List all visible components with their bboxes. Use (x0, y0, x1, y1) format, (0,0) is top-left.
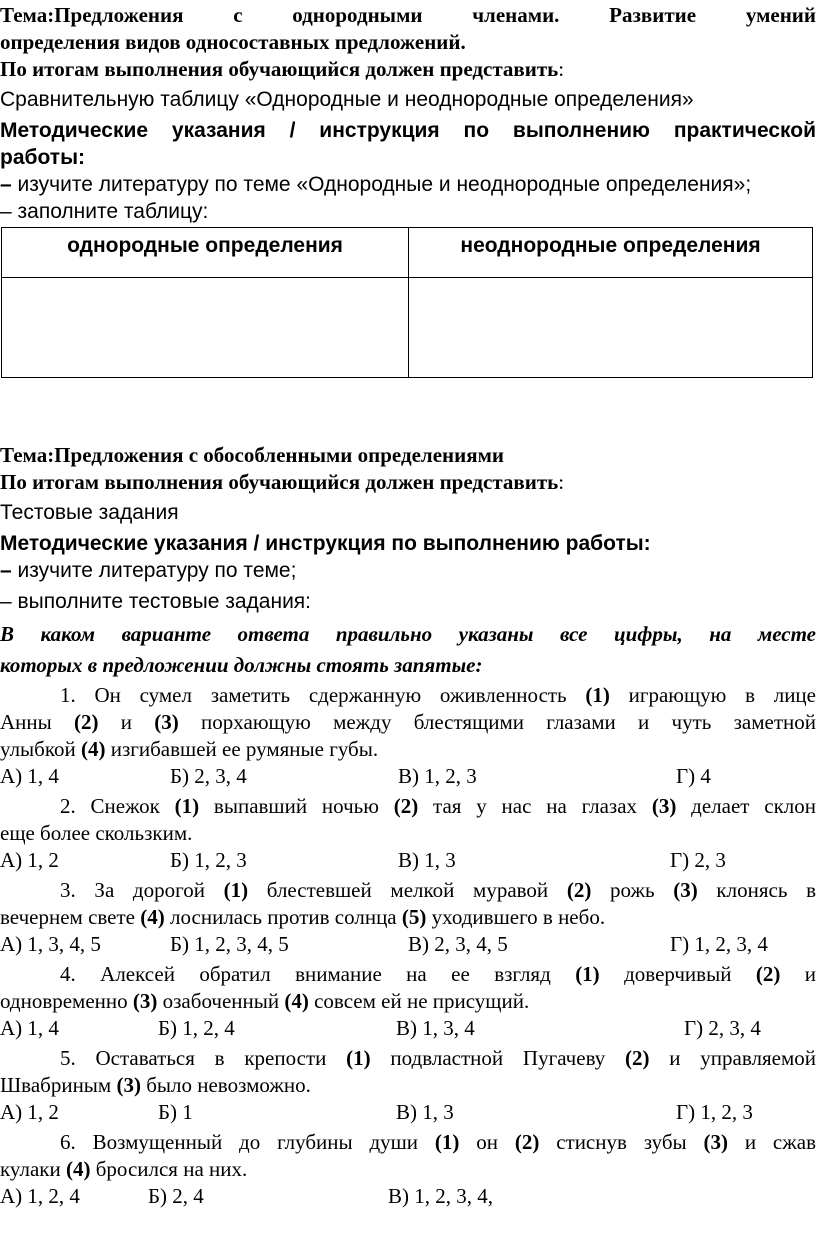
answer-options (0, 847, 816, 874)
section-2-present-value: Тестовые задания (0, 501, 179, 524)
comma-slot-number: (2) (755, 962, 781, 986)
comma-slot-number: (3) (651, 794, 677, 818)
section-1-method-line-1: Методические указания / инструкция по выполнению практической (0, 119, 816, 142)
item-text: выпавший ночью (199, 794, 394, 818)
item-text-line (0, 1072, 816, 1099)
item-text: доверчивый (599, 962, 756, 986)
question-line-1: В каком варианте ответа правильно указаны все цифры, на месте (0, 622, 816, 646)
comma-slot-number: (2) (514, 1130, 540, 1154)
answer-options (0, 763, 816, 790)
item-text: и сжав (727, 1130, 816, 1154)
comma-slot-number: (2) (625, 1046, 650, 1070)
item-text: и (780, 962, 816, 986)
item-text: 1. Он сумел заметить сдержанную оживленность (60, 683, 586, 707)
step-text: заполните таблицу: (11, 200, 209, 223)
answer-option[interactable]: А) 1, 2 (0, 848, 59, 872)
present-colon: : (558, 57, 565, 81)
item-text: и (98, 710, 155, 734)
item-text: лоснилась против солнца (164, 905, 402, 929)
present-label: По итогам выполнения обучающийся должен представить (0, 57, 559, 81)
present-label: По итогам выполнения обучающийся должен представить (0, 470, 559, 494)
question-line-2: которых в предложении должны стоять запятые: (0, 653, 483, 677)
comma-slot-number: (2) (393, 794, 419, 818)
answer-option[interactable]: В) 1, 3 (398, 848, 456, 872)
answer-option[interactable]: Б) 1, 2, 3 (170, 848, 247, 872)
comma-slot-number: (3) (154, 710, 179, 734)
item-text: было невозможно. (140, 1073, 311, 1097)
step-dash: – (0, 559, 12, 582)
answer-option[interactable]: А) 1, 4 (0, 1016, 59, 1040)
item-text-line (0, 904, 816, 931)
section-1-method-line-2: работы: (0, 146, 85, 169)
answer-option[interactable]: Б) 2, 4 (148, 1184, 204, 1208)
section-1-step-1 (0, 171, 816, 198)
item-text: тая у нас на глазах (418, 794, 652, 818)
answer-options (0, 1099, 816, 1126)
step-text: выполните тестовые задания: (11, 590, 311, 613)
section-1-present-row (0, 56, 816, 83)
item-text: подвластной Пугачеву (370, 1046, 626, 1070)
answer-option[interactable]: Б) 2, 3, 4 (170, 764, 247, 788)
item-text: еще более скользким. (0, 821, 193, 845)
item-text: бросился на них. (90, 1157, 248, 1181)
test-item-4 (0, 961, 816, 1042)
answer-option[interactable]: А) 1, 3, 4, 5 (0, 932, 101, 956)
comma-slot-number: (2) (74, 710, 99, 734)
answer-option[interactable]: В) 1, 3 (396, 1100, 454, 1124)
item-text: стиснув зубы (539, 1130, 704, 1154)
item-text: он (459, 1130, 515, 1154)
item-text: одновременно (0, 989, 133, 1013)
answer-option[interactable]: А) 1, 4 (0, 764, 59, 788)
answer-option[interactable]: В) 1, 2, 3 (398, 764, 477, 788)
section-2-present-row (0, 469, 816, 496)
item-text: улыбкой (0, 737, 81, 761)
section-2 (0, 442, 816, 1210)
present-colon: : (558, 470, 565, 494)
test-item-5 (0, 1045, 816, 1126)
answer-option[interactable]: Г) 1, 2, 3 (676, 1100, 753, 1124)
section-1 (0, 2, 816, 378)
comma-slot-number: (4) (65, 1157, 91, 1181)
item-text: играющую в лице (609, 683, 816, 707)
item-text: рожь (591, 878, 674, 902)
item-text-line (0, 1129, 816, 1156)
comma-slot-number: (3) (132, 989, 158, 1013)
answer-option[interactable]: Г) 2, 3 (670, 848, 726, 872)
test-item-2 (0, 793, 816, 874)
item-text: Швабриным (0, 1073, 117, 1097)
answer-options (0, 1015, 816, 1042)
comma-slot-number: (2) (566, 878, 592, 902)
answer-option[interactable]: Б) 1, 2, 3, 4, 5 (170, 932, 289, 956)
item-text: изгибавшей ее румяные губы. (105, 737, 379, 761)
comma-slot-number: (1) (346, 1046, 371, 1070)
section-gap (0, 378, 816, 442)
answer-options (0, 1183, 816, 1210)
comma-slot-number: (5) (401, 905, 427, 929)
comma-slot-number: (1) (585, 683, 610, 707)
table-header-homogeneous: однородные определения (2, 228, 409, 278)
item-text: блестевшей мелкой муравой (248, 878, 567, 902)
answer-option[interactable]: В) 1, 3, 4 (396, 1016, 475, 1040)
item-text: вечернем свете (0, 905, 141, 929)
item-text-line (0, 1045, 816, 1072)
item-text-line (0, 736, 816, 763)
item-text: 4. Алексей обратил внимание на ее взгляд (60, 962, 576, 986)
section-2-step-2 (0, 588, 816, 615)
comma-slot-number: (4) (284, 989, 309, 1013)
item-text: порхающую между блестящими глазами и чуть заметной (178, 710, 816, 734)
test-items (0, 682, 816, 1210)
item-text: 2. Снежок (60, 794, 175, 818)
answer-option[interactable]: Б) 1, 2, 4 (158, 1016, 235, 1040)
table-header-row (2, 228, 813, 278)
section-2-title: Тема:Предложения с обособленными определениями (0, 443, 504, 467)
answer-option[interactable]: В) 1, 2, 3, 4, (388, 1184, 493, 1208)
table-empty-row (2, 278, 813, 378)
item-text-line (0, 682, 816, 709)
item-text-line (0, 793, 816, 820)
answer-option[interactable]: Б) 1 (158, 1100, 193, 1124)
table-cell-homogeneous[interactable] (2, 278, 409, 378)
section-2-step-1 (0, 557, 816, 584)
table-cell-heterogeneous[interactable] (409, 278, 813, 378)
comma-slot-number: (3) (673, 878, 698, 902)
item-text-line (0, 988, 816, 1015)
item-text: озабоченный (157, 989, 285, 1013)
item-text-line (0, 820, 816, 847)
step-text: изучите литературу по теме «Однородные и неоднородные определения»; (11, 173, 752, 196)
item-text: делает склон (676, 794, 816, 818)
section-2-method: Методические указания / инструкция по выполнению работы: (0, 532, 651, 555)
item-text: 6. Возмущенный до глубины души (60, 1130, 435, 1154)
item-text: 3. За дорогой (60, 878, 224, 902)
item-text-line (0, 709, 816, 736)
comma-slot-number: (1) (575, 962, 600, 986)
step-dash: – (0, 173, 12, 196)
comma-slot-number: (1) (223, 878, 249, 902)
comma-slot-number: (1) (174, 794, 200, 818)
item-text: кулаки (0, 1157, 66, 1181)
item-text-line (0, 877, 816, 904)
section-1-present-value: Сравнительную таблицу «Однородные и неоднородные определения» (0, 88, 694, 111)
item-text: Анны (0, 710, 75, 734)
comma-slot-number: (3) (116, 1073, 141, 1097)
comparison-table (1, 227, 813, 378)
comma-slot-number: (1) (434, 1130, 460, 1154)
step-dash: – (0, 200, 12, 223)
item-text: совсем ей не присущий. (308, 989, 530, 1013)
item-text: клонясь в (697, 878, 816, 902)
answer-option[interactable]: Г) 1, 2, 3, 4 (670, 932, 768, 956)
answer-option[interactable]: А) 1, 2 (0, 1100, 59, 1124)
answer-option[interactable]: Г) 4 (676, 764, 711, 788)
comma-slot-number: (4) (80, 737, 106, 761)
item-text: 5. Оставаться в крепости (60, 1046, 347, 1070)
test-item-3 (0, 877, 816, 958)
comma-slot-number: (4) (140, 905, 165, 929)
step-dash: – (0, 590, 12, 613)
answer-options (0, 931, 816, 958)
section-1-step-2 (0, 198, 816, 225)
item-text-line (0, 961, 816, 988)
test-item-6 (0, 1129, 816, 1210)
item-text-line (0, 1156, 816, 1183)
answer-option[interactable]: В) 2, 3, 4, 5 (408, 932, 508, 956)
answer-option[interactable]: Г) 2, 3, 4 (684, 1016, 761, 1040)
section-1-title-line-1: Тема:Предложения с однородными членами. Развитие умений (0, 3, 816, 27)
item-text: и управляемой (649, 1046, 816, 1070)
answer-option[interactable]: А) 1, 2, 4 (0, 1184, 80, 1208)
section-1-title-line-2: определения видов односоставных предложений. (0, 30, 466, 54)
comma-slot-number: (3) (703, 1130, 728, 1154)
step-text: изучите литературу по теме; (11, 559, 297, 582)
item-text: уходившего в небо. (426, 905, 606, 929)
table-header-heterogeneous: неоднородные определения (409, 228, 813, 278)
test-item-1 (0, 682, 816, 790)
